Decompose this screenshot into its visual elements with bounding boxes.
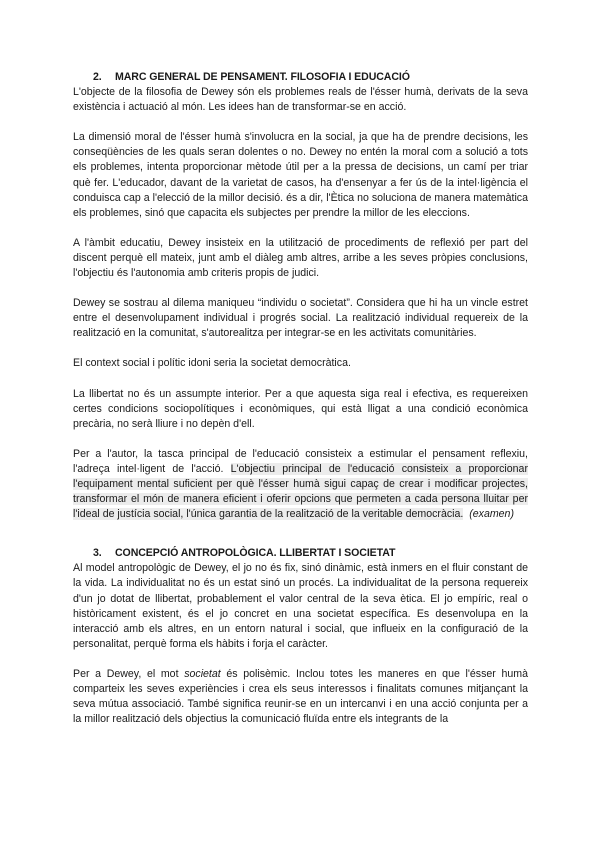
paragraph: L'objecte de la filosofia de Dewey són els problemes reals de l'ésser humà, derivats de la seva existència i actuació al món. Les idees han de transformar-se en acció. bbox=[73, 86, 528, 114]
paragraph: La dimensió moral de l'ésser humà s'involucra en la social, ja que ha de prendre decisions, les conseqüències de les quals seran dolentes o no. Dewey no entén la moral com a solució a tots els problemes, intenta proporcionar mètode útil per a la pressa de decisions, un camí per triar què fer. L'educador, davant de la varietat de casos, ha d'ensenyar a fer ús de la intel·ligència el conduisca cap a l'elecció de la millor decisió. és a dir, l'Ètica no soluciona de manera matemàtica els problemes, sinó que capacita els subjectes per prendre la millor de les eleccions. bbox=[73, 131, 528, 219]
italic-term: societat bbox=[184, 667, 221, 680]
paragraph bbox=[73, 447, 528, 522]
section-number: 3. bbox=[93, 547, 102, 560]
paragraph: Al model antropològic de Dewey, el jo no és fix, sinó dinàmic, està inmers en el fluir constant de la vida. La individualitat no és un estat sinó un procés. La individualitat de la persona requereix d'un jo dotat de llibertat, probablement el valor central de la seva ètica. El jo empíric, real o històricament existent, és el jo concret en una societat específica. Es desenvolupa en la interacció amb els altres, en un entorn natural i social, que influeix en la configuració de la personalitat, perquè forma els hàbits i forja el caràcter. bbox=[73, 562, 528, 650]
section-title: CONCEPCIÓ ANTROPOLÒGICA. LLIBERTAT I SOCIETAT bbox=[115, 547, 396, 560]
paragraph: La llibertat no és un assumpte interior. Per a que aquesta siga real i efectiva, es requereixen certes condicions sociopolítiques i econòmiques, qui està lligat a una condició econòmica precària, no serà lliure i no depèn d'ell. bbox=[73, 387, 528, 430]
section-title: MARC GENERAL DE PENSAMENT. FILOSOFIA I EDUCACIÓ bbox=[115, 71, 410, 83]
section-heading bbox=[73, 70, 528, 85]
highlighted-text: L'objectiu principal de l'educació consisteix a proporcionar l'equipament mental suficient per què l'ésser humà sigui capaç de crear i modificar projectes, transformar el món de manera eficient i oferir opcions que permeten a cada persona lluitar per l'ideal de justícia social, l'única garantia de la realització de la veritable democràcia. bbox=[73, 462, 528, 521]
section-number: 2. bbox=[93, 71, 102, 83]
exam-note: (examen) bbox=[469, 508, 514, 521]
page-content bbox=[73, 70, 528, 727]
paragraph bbox=[73, 667, 528, 727]
paragraph-text: Per a l'autor, la tasca principal de l'educació consisteix a estimular el pensament reflexiu, l'adreça intel·ligent de l'acció. bbox=[73, 447, 528, 475]
paragraph-text: és polisèmic. Inclou totes les maneres en que l'ésser humà comparteix les seves experiències i crea els seus interessos i finalitats comunes mitjançant la seva mútua associació. També significa reunir-se en un intercanvi i en una acció conjunta per a la millor realització dels objectius la comunicació fluïda entre els integrants de la bbox=[73, 667, 528, 726]
paragraph: El context social i polític idoni seria la societat democràtica. bbox=[73, 357, 351, 370]
paragraph-text: Per a Dewey, el mot bbox=[73, 667, 185, 680]
section-heading bbox=[73, 546, 528, 561]
paragraph: A l'àmbit educatiu, Dewey insisteix en la utilització de procediments de reflexió per part del discent perquè ell mateix, junt amb el diàleg amb altres, arribe a les seves pròpies conclusions, l'objectiu és l'autonomia amb criteris propis de judici. bbox=[73, 236, 528, 280]
paragraph: Dewey se sostrau al dilema maniqueu “individu o societat”. Considera que hi ha un vincle estret entre el desenvolupament individual i progrés social. La realització individual requereix de la realització en la comunitat, s'autorealitza per integrar-se en les activitats comunitàries. bbox=[73, 297, 528, 340]
